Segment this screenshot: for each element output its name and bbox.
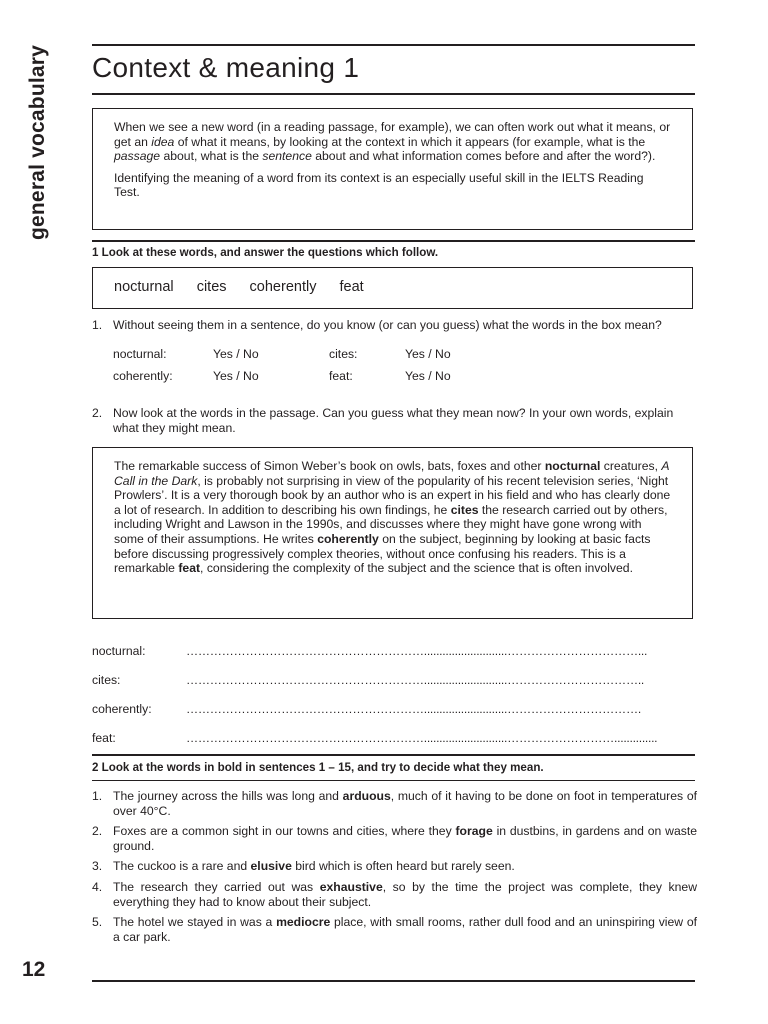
word-box	[92, 267, 693, 309]
question-text: Now look at the words in the passage. Can you guess what they mean now? In your own words, explain what they might mean.	[113, 406, 674, 435]
answer-line[interactable]: ……………………………………………………...........................………………………..............	[186, 731, 658, 745]
sentence-number: 2.	[92, 824, 103, 838]
section1-rule	[92, 240, 695, 242]
bottom-rule	[92, 980, 695, 982]
intro-box	[92, 108, 693, 230]
yes-no-word: feat:	[329, 369, 353, 383]
yes-no-choice: Yes / No	[405, 347, 451, 361]
sentence-item	[92, 915, 697, 945]
sentence-number: 1.	[92, 789, 103, 803]
section1-heading: 1 Look at these words, and answer the questions which follow.	[92, 246, 439, 259]
section-side-label: general vocabulary	[26, 44, 49, 240]
answer-line[interactable]: ……………………………………………………...........................…………………………….	[186, 702, 641, 716]
sentence-item	[92, 859, 697, 875]
word-item: nocturnal	[114, 279, 174, 295]
sentence-item	[92, 824, 697, 854]
intro-paragraph-1: When we see a new word (in a reading passage, for example), we can often work out what it means, or get an idea of what it means, by looking at the context in which it appears (for example, what is the passage about, what is the sentence about and what information comes before and after the word?).	[114, 120, 671, 164]
sentence-text: The hotel we stayed in was a mediocre place, with small rooms, rather dull food and an uninspiring view of a car park.	[113, 915, 697, 944]
sentence-text: The cuckoo is a rare and elusive bird which is often heard but rarely seen.	[113, 859, 515, 873]
sentence-number: 5.	[92, 915, 103, 929]
title-rule	[92, 93, 695, 95]
question-2	[92, 406, 697, 436]
sentence-number: 4.	[92, 880, 103, 894]
page-title: Context & meaning 1	[92, 52, 360, 83]
sentence-text: Foxes are a common sight in our towns and cities, where they forage in dustbins, in gardens and on waste ground.	[113, 824, 697, 853]
question-1	[92, 318, 697, 334]
answer-label: feat:	[92, 731, 116, 745]
reading-passage: The remarkable success of Simon Weber’s book on owls, bats, foxes and other nocturnal creatures, A Call in the Dark, is probably not surprising in view of the popularity of his recent television series, ‘Night Prowlers’. It is a very thorough book by an author who is an expert in his field and who has clearly done a lot of research. In addition to describing his own findings, he cites the research carried out by others, including Wright and Lawson in the 1990s, and discusses where they might have gone wrong with some of their assumptions. He writes coherently on the subject, beginning by looking at basic facts before discussing progressively complex theories, without once confusing his readers. This is a remarkable feat, considering the complexity of the subject and the science that is often involved.	[114, 459, 671, 576]
answer-label: nocturnal:	[92, 644, 146, 658]
page-number: 12	[22, 958, 46, 981]
top-rule	[92, 44, 695, 46]
answer-label: coherently:	[92, 702, 152, 716]
sentence-text: The research they carried out was exhaustive, so by the time the project was complete, they knew everything they had to know about their subject.	[113, 880, 698, 909]
word-item: coherently	[249, 279, 317, 295]
word-item: feat	[339, 279, 364, 295]
sentence-text: The journey across the hills was long and arduous, much of it having to be done on foot in temperatures of over 40°C.	[113, 789, 697, 818]
reading-passage-box	[92, 447, 693, 619]
yes-no-choice: Yes / No	[213, 369, 259, 383]
section2-heading: 2 Look at the words in bold in sentences 1 – 15, and try to decide what they mean.	[92, 761, 544, 774]
yes-no-word: coherently:	[113, 369, 173, 383]
section2-rule-top	[92, 754, 695, 756]
section2-rule-bottom	[92, 780, 695, 781]
intro-paragraph-2: Identifying the meaning of a word from its context is an especially useful skill in the IELTS Reading Test.	[114, 170, 644, 200]
sentence-item	[92, 880, 697, 910]
answer-line[interactable]: ……………………………………………………...........................……………………………..	[186, 673, 645, 687]
sentence-item	[92, 789, 697, 819]
word-item: cites	[196, 279, 227, 295]
yes-no-choice: Yes / No	[213, 347, 259, 361]
yes-no-word: nocturnal:	[113, 347, 167, 361]
question-number: 2.	[92, 406, 103, 420]
answer-label: cites:	[92, 673, 121, 687]
yes-no-choice: Yes / No	[405, 369, 451, 383]
sentence-number: 3.	[92, 859, 103, 873]
answer-line[interactable]: ……………………………………………………...........................……………………………...	[186, 644, 648, 658]
question-number: 1.	[92, 318, 103, 332]
question-text: Without seeing them in a sentence, do you know (or can you guess) what the words in the box mean?	[113, 318, 662, 332]
yes-no-word: cites:	[329, 347, 358, 361]
